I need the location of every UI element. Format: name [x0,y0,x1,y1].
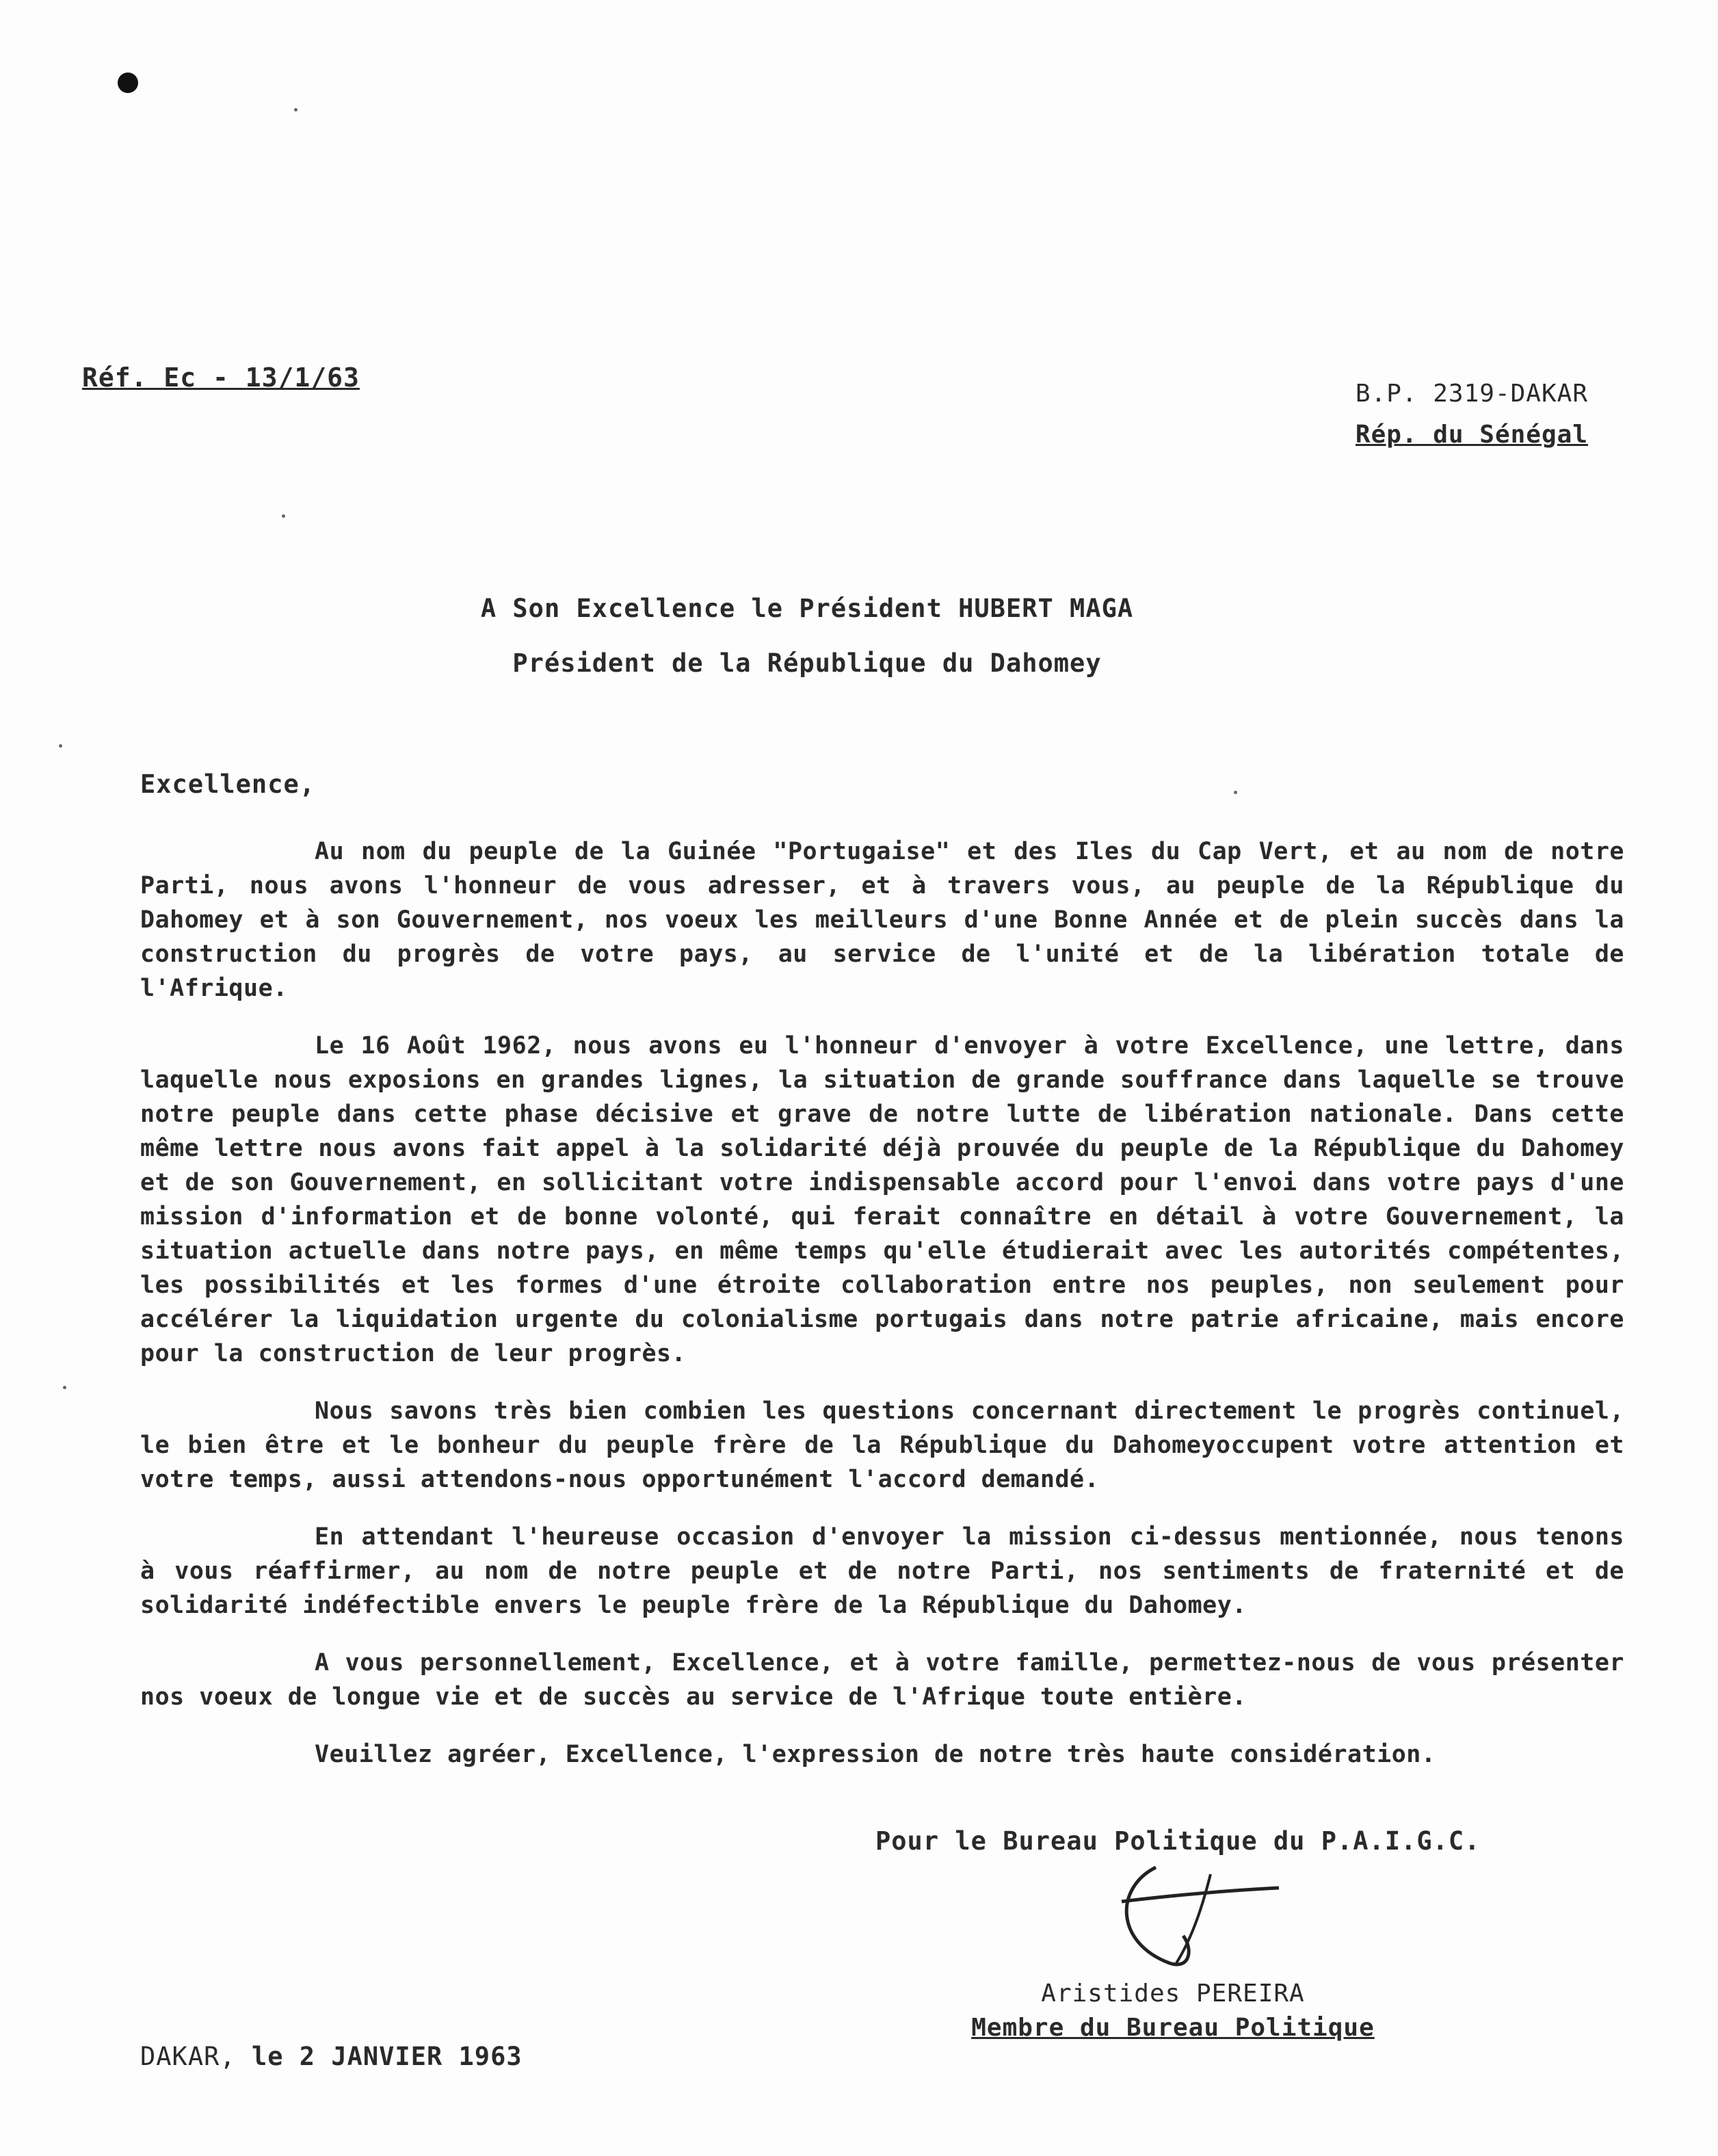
letter-body [140,834,1624,1795]
sender-address [1356,373,1588,456]
date-place: DAKAR, [140,2042,236,2071]
scan-speck [63,1386,66,1389]
body-paragraph: Au nom du peuple de la Guinée "Portugaise" et des Iles du Cap Vert, et au nom de notre Parti, nous avons l'honneur de vous adresser, et à travers vous, au peuple de la République du Dahomey et à son Gouvernement, nos voeux les meilleurs d'une Bonne Année et de plein succès dans la construction du progrès de votre pays, au service de l'unité et de la libération totale de l'Afrique. [140,838,1624,1002]
recipient-line-2: Président de la République du Dahomey [512,648,1102,678]
address-country: Rép. du Sénégal [1355,421,1588,449]
salutation: Excellence, [140,770,316,799]
reference-number: Réf. Ec - 13/1/63 [82,363,360,393]
scan-speck [282,514,285,518]
punch-hole-dot [118,73,138,93]
signature-for-line: Pour le Bureau Politique du P.A.I.G.C. [875,1826,1481,1856]
handwritten-signature [1074,1861,1306,1977]
scan-speck [1234,791,1237,794]
date-text: le 2 JANVIER 1963 [251,2042,523,2071]
body-paragraph: Veuillez agréer, Excellence, l'expression de notre très haute considération. [315,1741,1436,1768]
body-paragraph: En attendant l'heureuse occasion d'envoyer la mission ci-dessus mentionnée, nous tenons à vous réaffirmer, au nom de notre peuple et de notre Parti, nos sentiments de fraternité et de solidarité indéfectible envers le peuple frère de la République du Dahomey. [140,1523,1624,1619]
recipient-line-1: A Son Excellence le Président HUBERT MAGA [480,594,1134,623]
body-paragraph: A vous personnellement, Excellence, et à votre famille, permettez-nous de vous présenter nos voeux de longue vie et de succès au service de l'Afrique toute entière. [140,1649,1624,1711]
scan-speck [59,744,62,748]
body-paragraph: Le 16 Août 1962, nous avons eu l'honneur d'envoyer à votre Excellence, une lettre, dans laquelle nous exposions en grandes lignes, la situation de grande souffrance dans laquelle se trouve notre peuple dans cette phase décisive et grave de notre lutte de libération nationale. Dans cette même lettre nous avons fait appel à la solidarité déjà prouvée du peuple de la République du Dahomey et de son Gouvernement, en sollicitant votre indispensable accord pour l'envoi dans votre pays d'une mission d'information et de bonne volonté, qui ferait connaître en détail à votre Gouvernement, la situation actuelle dans notre pays, en même temps qu'elle étudierait avec les autorités compétentes, les possibilités et les formes d'une étroite collaboration entre nos peuples, non seulement pour accélérer la liquidation urgente du colonialisme portugais dans notre patrie africaine, mais encore pour la construction de leur progrès. [140,1032,1624,1367]
signer-title: Membre du Bureau Politique [971,2014,1375,2042]
address-postbox: B.P. 2319-DAKAR [1355,380,1588,408]
scan-speck [294,108,298,111]
letter-date [140,2042,523,2071]
recipient-block [410,581,1204,691]
body-paragraph: Nous savons très bien combien les questions concernant directement le progrès continuel, le bien être et le bonheur du peuple frère de la République du Dahomeyoccupent votre attention et votre temps, aussi attendons-nous opportunément l'accord demandé. [140,1397,1624,1493]
signer-block [954,1977,1392,2045]
signer-name: Aristides PEREIRA [1041,1980,1305,2008]
